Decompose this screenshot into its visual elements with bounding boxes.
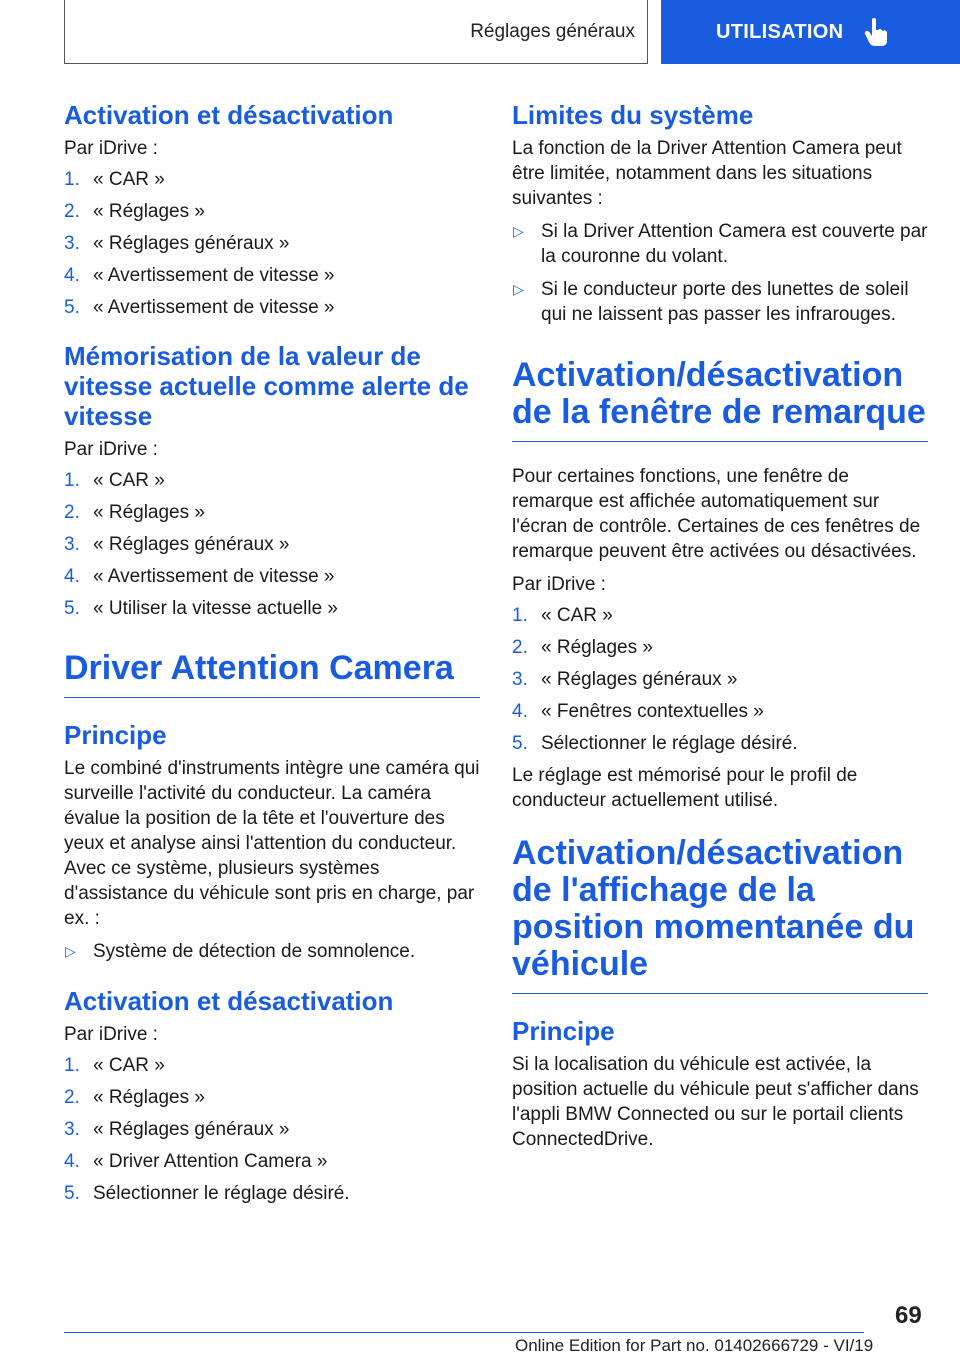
list-item-text: « Réglages généraux » (541, 669, 738, 690)
list-item-text: « CAR » (93, 470, 165, 491)
list-item (512, 635, 928, 660)
list-item (512, 603, 928, 628)
list-item (64, 295, 480, 320)
bullet-text: Si le conducteur porte des lunettes de soleil qui ne laissent pas passer les infrarouges. (541, 279, 909, 325)
list-number: 1. (64, 169, 80, 190)
list-number: 4. (64, 1151, 80, 1172)
steps-list (64, 167, 480, 320)
list-item (64, 532, 480, 557)
list-number: 4. (64, 265, 80, 286)
list-number: 4. (512, 701, 528, 722)
list-item (64, 500, 480, 525)
list-number: 4. (64, 566, 80, 587)
list-item-text: « Fenêtres contextuelles » (541, 701, 764, 722)
steps-list (64, 468, 480, 621)
list-number: 1. (64, 1055, 80, 1076)
heading-fenetre-remarque: Activation/désactivation de la fenêtre de remarque (512, 357, 928, 442)
footer-edition: Online Edition for Part no. 01402666729 - VI/19 (515, 1336, 874, 1355)
fenetre-after: Le réglage est mémorisé pour le profil de conducteur actuellement utilisé. (512, 765, 858, 811)
list-item (64, 167, 480, 192)
list-number: 5. (64, 1183, 80, 1204)
list-item-text: Sélectionner le réglage désiré. (541, 733, 798, 754)
list-item-text: « Réglages généraux » (93, 233, 290, 254)
right-column (512, 100, 928, 1152)
list-number: 2. (64, 1087, 80, 1108)
footer-divider (64, 1332, 864, 1333)
list-number: 5. (512, 733, 528, 754)
list-item (64, 1117, 480, 1142)
list-item (512, 699, 928, 724)
list-item (64, 1181, 480, 1206)
limites-body: La fonction de la Driver Attention Camera peut être limitée, notamment dans les situations suivantes : (512, 138, 902, 209)
list-item (64, 1053, 480, 1078)
heading-principe: Principe (64, 720, 167, 750)
fenetre-body: Pour certaines fonctions, une fenêtre de remarque est affichée automatiquement sur l'écran de contrôle. Certaines de ces fenêtres de remarque peuvent être activées ou désactivées. (512, 466, 921, 562)
heading-principe-2: Principe (512, 1016, 615, 1046)
heading-activation-2: Activation et désactivation (64, 986, 394, 1016)
list-number: 3. (64, 233, 80, 254)
list-number: 5. (64, 297, 80, 318)
list-item-text: « Réglages » (541, 637, 653, 658)
list-item (64, 1085, 480, 1110)
list-item-text: « Avertissement de vitesse » (93, 297, 335, 318)
header-chapter-tab[interactable] (661, 0, 960, 64)
list-item-text: « CAR » (93, 169, 165, 190)
list-number: 1. (512, 605, 528, 626)
list-item-text: « Avertissement de vitesse » (93, 566, 335, 587)
bullet-list (512, 219, 928, 327)
list-number: 5. (64, 598, 80, 619)
hand-pointer-icon (863, 17, 889, 47)
list-item-text: « Réglages généraux » (93, 1119, 290, 1140)
heading-memorisation: Mémorisation de la valeur de vitesse actuelle comme alerte de vitesse (64, 341, 469, 431)
list-item-text: « Réglages » (93, 502, 205, 523)
triangle-bullet-icon: ▷ (65, 943, 76, 959)
list-item-text: « Avertissement de vitesse » (93, 265, 335, 286)
intro-text: Par iDrive : (512, 574, 606, 595)
list-number: 3. (64, 534, 80, 555)
triangle-bullet-icon: ▷ (513, 281, 524, 297)
list-item-text: « Réglages généraux » (93, 534, 290, 555)
heading-limites: Limites du système (512, 100, 754, 130)
list-item-text: « CAR » (541, 605, 613, 626)
header-chapter-title: UTILISATION (716, 20, 844, 43)
list-item-text: « Utiliser la vitesse actuelle » (93, 598, 338, 619)
list-item (64, 468, 480, 493)
list-item (64, 199, 480, 224)
list-number: 2. (64, 201, 80, 222)
list-number: 2. (512, 637, 528, 658)
heading-activation-1: Activation et désactivation (64, 100, 394, 130)
list-item-text: « Réglages » (93, 1087, 205, 1108)
list-item (512, 731, 928, 756)
list-number: 2. (64, 502, 80, 523)
left-column (64, 100, 480, 1213)
principe-body: Le combiné d'instruments intègre une caméra qui surveille l'activité du conducteur. La caméra évalue la position de la tête et l'ouverture des yeux et analyse ainsi l'attention du conducteur. Avec ce système, plusieurs systèmes d'assistance du véhicule sont pris en charge, par ex. : (64, 758, 480, 929)
bullet-list (64, 939, 480, 964)
list-item (64, 1149, 480, 1174)
bullet-item (512, 277, 928, 327)
list-item-text: « Réglages » (93, 201, 205, 222)
intro-text: Par iDrive : (64, 439, 158, 460)
list-number: 3. (64, 1119, 80, 1140)
bullet-text: Si la Driver Attention Camera est couverte par la couronne du volant. (541, 221, 928, 267)
bullet-item (512, 219, 928, 269)
list-item (64, 596, 480, 621)
bullet-item (64, 939, 480, 964)
heading-position-vehicule: Activation/désactivation de l'affichage de la position momentanée du véhicule (512, 835, 928, 994)
list-item (64, 263, 480, 288)
list-number: 1. (64, 470, 80, 491)
list-item-text: « CAR » (93, 1055, 165, 1076)
principe-2-body: Si la localisation du véhicule est activée, la position actuelle du véhicule peut s'afficher dans l'appli BMW Connected ou sur le portail clients ConnectedDrive. (512, 1054, 919, 1150)
bullet-text: Système de détection de somnolence. (93, 941, 416, 962)
list-number: 3. (512, 669, 528, 690)
list-item-text: « Driver Attention Camera » (93, 1151, 328, 1172)
list-item (512, 667, 928, 692)
heading-driver-attention-camera: Driver Attention Camera (64, 650, 480, 698)
page-number: 69 (895, 1302, 922, 1329)
steps-list (512, 603, 928, 756)
intro-text: Par iDrive : (64, 1024, 158, 1045)
steps-list (64, 1053, 480, 1206)
intro-text: Par iDrive : (64, 138, 158, 159)
header-section-title: Réglages généraux (470, 20, 635, 42)
list-item-text: Sélectionner le réglage désiré. (93, 1183, 350, 1204)
triangle-bullet-icon: ▷ (513, 223, 524, 239)
header-section-box (64, 0, 648, 64)
list-item (64, 231, 480, 256)
list-item (64, 564, 480, 589)
